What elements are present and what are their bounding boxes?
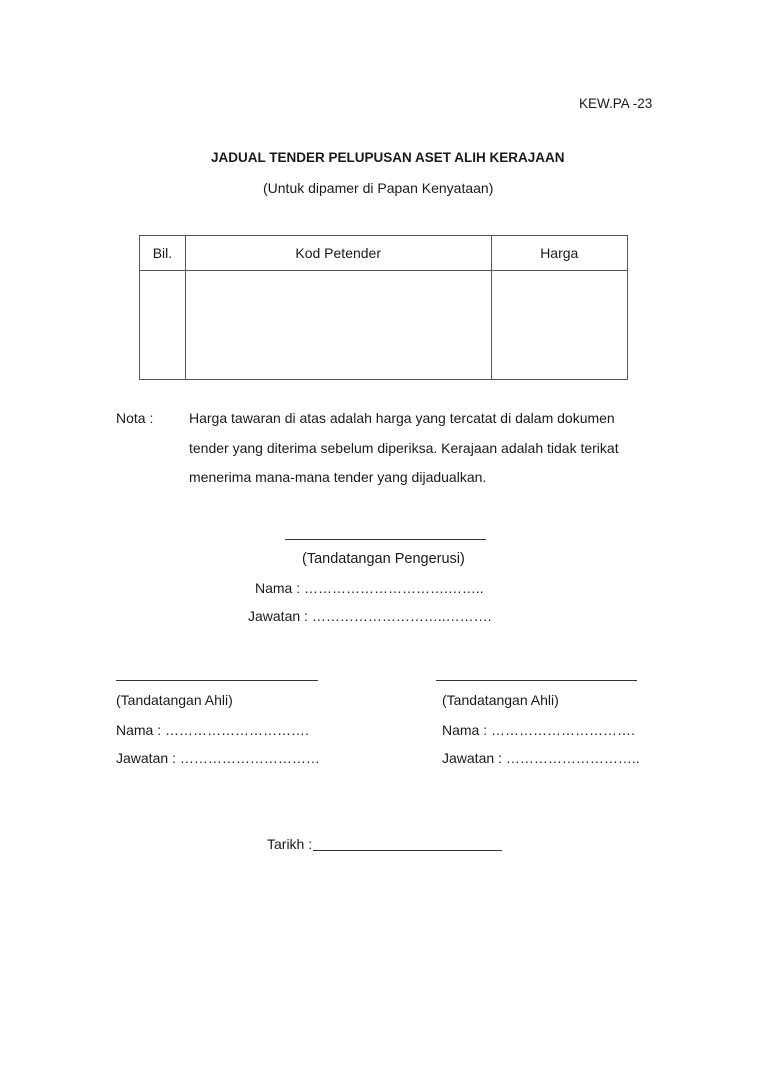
table-row (140, 271, 628, 380)
nota-label: Nota : (116, 410, 154, 426)
table-header-row (140, 236, 628, 271)
tender-table (139, 235, 628, 380)
nota-text-line: menerima mana-mana tender yang dijadualkan. (189, 469, 487, 485)
member-2-signature-caption: (Tandatangan Ahli) (442, 692, 559, 708)
member-1-signature-line[interactable] (116, 680, 318, 681)
table-cell-bil[interactable] (140, 271, 186, 380)
chairman-signature-caption: (Tandatangan Pengerusi) (302, 551, 465, 567)
member-2-signature-line[interactable] (436, 680, 637, 681)
member-1-signature-caption: (Tandatangan Ahli) (116, 692, 233, 708)
table-cell-harga[interactable] (491, 271, 627, 380)
chairman-signature-line[interactable] (285, 539, 486, 540)
chairman-name-field[interactable]: Nama : ………………………….…….. (255, 580, 484, 596)
member-2-name-field[interactable]: Nama : …………………………. (442, 722, 635, 738)
nota-text-line: Harga tawaran di atas adalah harga yang tercatat di dalam dokumen (189, 410, 615, 426)
member-1-name-field[interactable]: Nama : …………………………. (116, 722, 309, 738)
document-title: JADUAL TENDER PELUPUSAN ASET ALIH KERAJAAN (211, 150, 565, 165)
column-header-bil: Bil. (140, 236, 186, 271)
table-cell-kod-petender[interactable] (185, 271, 491, 380)
nota-text-line: tender yang diterima sebelum diperiksa. Kerajaan adalah tidak terikat (189, 440, 619, 456)
tarikh-date-line[interactable] (313, 850, 502, 851)
chairman-position-field[interactable]: Jawatan : ………………………..………. (248, 608, 492, 624)
tarikh-label: Tarikh : (267, 836, 313, 852)
member-1-position-field[interactable]: Jawatan : ………………………… (116, 750, 320, 766)
form-code: KEW.PA -23 (579, 96, 653, 111)
column-header-harga: Harga (491, 236, 627, 271)
column-header-kod-petender: Kod Petender (185, 236, 491, 271)
document-subtitle: (Untuk dipamer di Papan Kenyataan) (263, 180, 494, 196)
member-2-position-field[interactable]: Jawatan : ……………………….. (442, 750, 640, 766)
